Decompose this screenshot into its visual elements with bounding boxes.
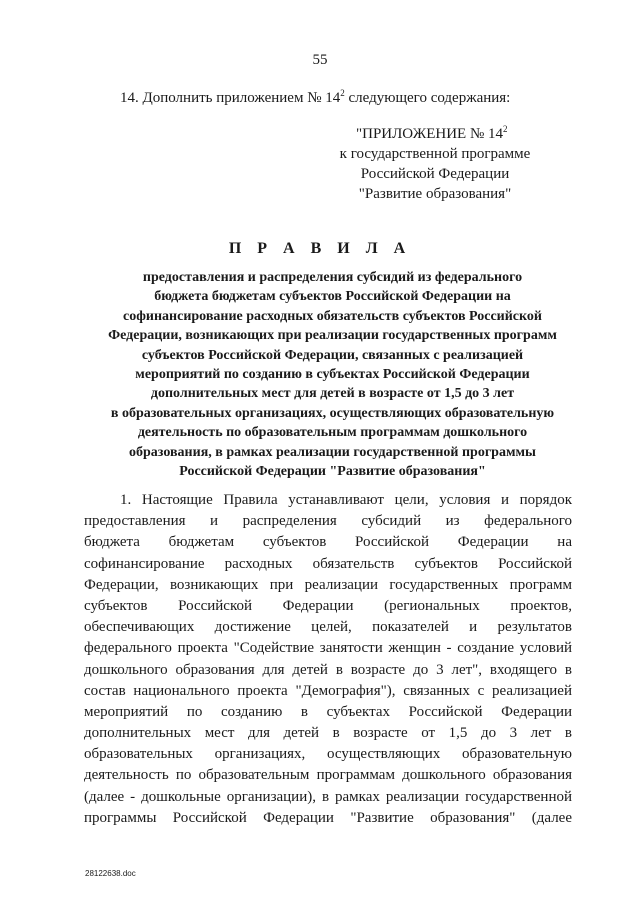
- paragraph-line: дошкольного образования для детей в возрасте до 3 лет", входящего в: [84, 661, 572, 678]
- rules-subtitle-line: бюджета бюджетам субъектов Российской Федерации на: [154, 289, 511, 305]
- amendment-intro: [120, 90, 510, 107]
- rules-subtitle-line: образования, в рамках реализации государственной программы: [129, 444, 536, 460]
- appendix-title-text: "ПРИЛОЖЕНИЕ № 14: [356, 126, 504, 142]
- amendment-intro-tail: следующего содержания:: [344, 90, 511, 106]
- paragraph-line: деятельность по образовательным программам дошкольного образования: [84, 767, 572, 784]
- paragraph-line: программы Российской Федерации "Развитие образования" (далее: [84, 809, 572, 826]
- page-number: 55: [312, 52, 328, 68]
- appendix-header: [330, 124, 540, 204]
- paragraph-line: предоставления и распределения субсидий из федерального: [84, 513, 572, 530]
- paragraph-line: дополнительных мест для детей в возрасте от 1,5 до 3 лет в: [84, 725, 572, 742]
- rules-heading: П Р А В И Л А: [228, 240, 412, 257]
- paragraph-line: состав национального проекта "Демография"), связанных с реализацией: [84, 682, 572, 699]
- paragraph-line: бюджета бюджетам субъектов Российской Федерации на: [84, 534, 572, 551]
- rules-subtitle-line: Российской Федерации "Развитие образования": [179, 464, 486, 480]
- rules-subtitle-line: деятельность по образовательным программам дошкольного: [137, 425, 528, 441]
- rules-subtitle-line: дополнительных мест для детей в возрасте от 1,5 до 3 лет: [150, 386, 515, 402]
- appendix-line: Российской Федерации: [360, 166, 510, 182]
- rules-subtitle-line: предоставления и распределения субсидий из федерального: [142, 270, 523, 285]
- paragraph-line: 1. Настоящие Правила устанавливают цели, условия и порядок: [120, 492, 572, 508]
- paragraph-line: федерального проекта "Содействие занятости женщин - создание условий: [84, 640, 572, 657]
- paragraph-line: обеспечивающих достижение целей, показателей и результатов: [84, 619, 572, 636]
- paragraph-line: образовательных организациях, осуществляющих образовательную: [84, 746, 572, 763]
- appendix-line: к государственной программе: [339, 146, 531, 162]
- appendix-title: [330, 124, 540, 144]
- paragraph-line: мероприятий по созданию в субъектах Российской Федерации: [84, 703, 572, 720]
- rules-subtitle: [95, 268, 570, 481]
- rules-subtitle-line: субъектов Российской Федерации, связанных с реализацией: [141, 347, 524, 363]
- paragraph-1: [84, 490, 572, 829]
- rules-subtitle-line: мероприятий по созданию в субъектах Российской Федерации: [135, 367, 530, 383]
- appendix-line: "Развитие образования": [358, 186, 512, 202]
- paragraph-line: софинансирование расходных обязательств субъектов Российской: [84, 555, 572, 572]
- appendix-title-superscript: 2: [503, 124, 508, 134]
- amendment-intro-text: 14. Дополнить приложением № 14: [120, 90, 341, 106]
- rules-subtitle-line: Федерации, возникающих при реализации государственных программ: [108, 328, 557, 344]
- rules-subtitle-line: в образовательных организациях, осуществляющих образовательную: [110, 405, 555, 421]
- paragraph-line: (далее - дошкольные организации), в рамках реализации государственной: [84, 788, 572, 805]
- paragraph-line: Федерации, возникающих при реализации государственных программ: [84, 576, 572, 593]
- rules-subtitle-line: софинансирование расходных обязательств субъектов Российской: [123, 308, 542, 324]
- amendment-intro-superscript: 2: [340, 88, 345, 98]
- paragraph-line: субъектов Российской Федерации (региональных проектов,: [84, 597, 572, 614]
- footer-file-name: 28122638.doc: [85, 869, 136, 878]
